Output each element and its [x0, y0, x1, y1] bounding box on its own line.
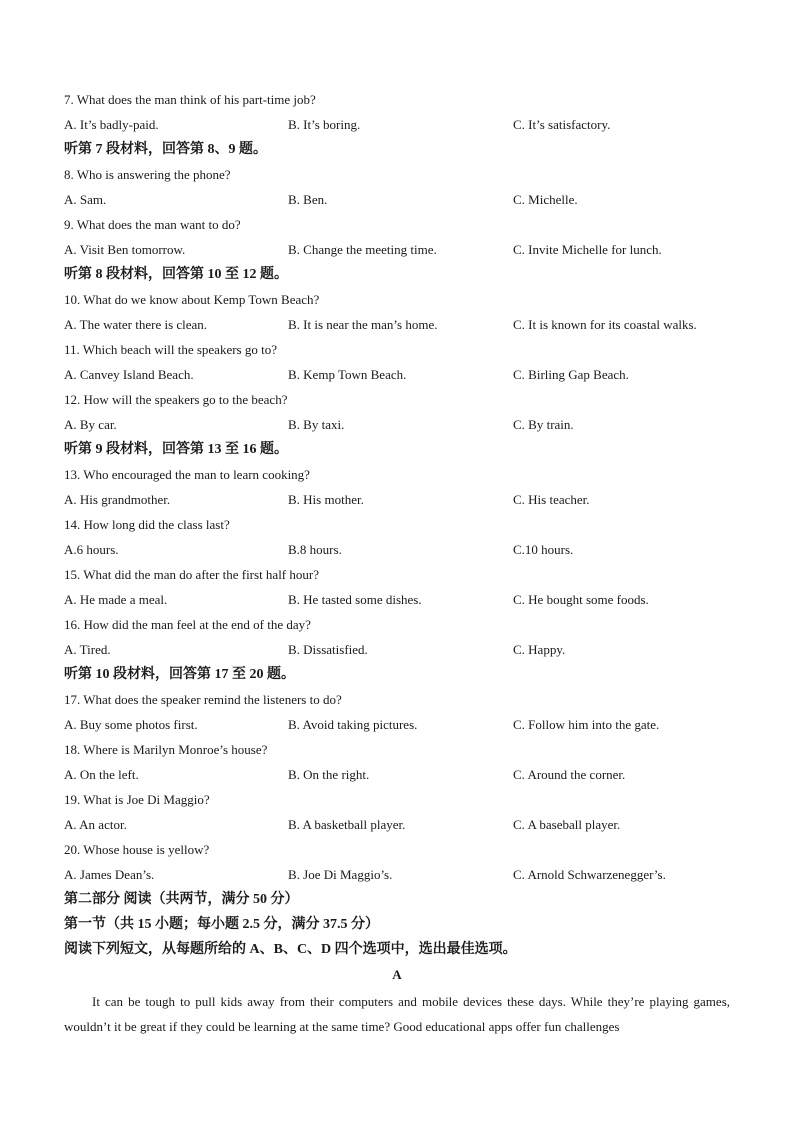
- option-a: A. His grandmother.: [64, 492, 171, 507]
- option-c: C. It’s satisfactory.: [513, 117, 611, 132]
- option-c: C. Follow him into the gate.: [513, 717, 660, 732]
- question-stem: 20. Whose house is yellow?: [64, 842, 210, 857]
- question-stem: 8. Who is answering the phone?: [64, 167, 231, 182]
- section-heading: 听第 9 段材料，回答第 13 至 16 题。: [64, 442, 288, 457]
- question-stem: 17. What does the speaker remind the listeners to do?: [64, 692, 342, 707]
- option-a: A. He made a meal.: [64, 592, 168, 607]
- option-c: C. Michelle.: [513, 192, 578, 207]
- answer-options: [64, 414, 730, 439]
- answer-options: [64, 239, 730, 264]
- option-c: C. It is known for its coastal walks.: [513, 317, 697, 332]
- option-a: A. By car.: [64, 417, 117, 432]
- option-b: B. Joe Di Maggio’s.: [288, 867, 393, 882]
- option-b: B. Avoid taking pictures.: [288, 717, 418, 732]
- option-b: B. He tasted some dishes.: [288, 592, 422, 607]
- option-b: B. It’s boring.: [288, 117, 361, 132]
- option-b: B. A basketball player.: [288, 817, 406, 832]
- option-a: A. Visit Ben tomorrow.: [64, 242, 186, 257]
- option-c: C. Around the corner.: [513, 767, 626, 782]
- section-heading: 第二部分 阅读（共两节，满分 50 分）: [64, 892, 299, 907]
- question-stem: 12. How will the speakers go to the beach?: [64, 392, 288, 407]
- option-a: A. The water there is clean.: [64, 317, 208, 332]
- option-c: C.10 hours.: [513, 542, 574, 557]
- option-a: A. James Dean’s.: [64, 867, 155, 882]
- option-c: C. Arnold Schwarzenegger’s.: [513, 867, 666, 882]
- option-a: A. Canvey Island Beach.: [64, 367, 194, 382]
- option-b: B. Change the meeting time.: [288, 242, 437, 257]
- answer-options: [64, 314, 730, 339]
- question-stem: 19. What is Joe Di Maggio?: [64, 792, 210, 807]
- section-heading: 听第 8 段材料，回答第 10 至 12 题。: [64, 267, 288, 282]
- question-stem: 15. What did the man do after the first half hour?: [64, 567, 319, 582]
- option-c: C. He bought some foods.: [513, 592, 649, 607]
- option-a: A. Tired.: [64, 642, 111, 657]
- option-c: C. By train.: [513, 417, 574, 432]
- option-c: C. Invite Michelle for lunch.: [513, 242, 662, 257]
- answer-options: [64, 589, 730, 614]
- section-heading: 听第 10 段材料，回答第 17 至 20 题。: [64, 667, 295, 682]
- question-stem: 14. How long did the class last?: [64, 517, 230, 532]
- section-heading: 阅读下列短文，从每题所给的 A、B、C、D 四个选项中，选出最佳选项。: [64, 942, 517, 957]
- option-b: B.8 hours.: [288, 542, 342, 557]
- option-b: B. His mother.: [288, 492, 364, 507]
- option-a: A. On the left.: [64, 767, 139, 782]
- answer-options: [64, 764, 730, 789]
- question-stem: 10. What do we know about Kemp Town Beach?: [64, 292, 320, 307]
- question-stem: 18. Where is Marilyn Monroe’s house?: [64, 742, 268, 757]
- answer-options: [64, 114, 730, 139]
- option-b: B. By taxi.: [288, 417, 345, 432]
- answer-options: [64, 814, 730, 839]
- passage-paragraph: It can be tough to pull kids away from their computers and mobile devices these days. While they’re playing games, wouldn’t it be great if they could be learning at the same time? Good educational apps offer fun challenges: [64, 994, 730, 1034]
- option-a: A. It’s badly-paid.: [64, 117, 159, 132]
- option-b: B. It is near the man’s home.: [288, 317, 438, 332]
- section-heading: 听第 7 段材料，回答第 8、9 题。: [64, 142, 267, 157]
- option-b: B. On the right.: [288, 767, 370, 782]
- answer-options: [64, 189, 730, 214]
- question-stem: 9. What does the man want to do?: [64, 217, 241, 232]
- option-c: C. Happy.: [513, 642, 566, 657]
- answer-options: [64, 864, 730, 889]
- question-stem: 16. How did the man feel at the end of the day?: [64, 617, 311, 632]
- answer-options: [64, 364, 730, 389]
- option-b: B. Ben.: [288, 192, 328, 207]
- option-c: C. Birling Gap Beach.: [513, 367, 629, 382]
- passage-label: A: [392, 967, 402, 982]
- question-stem: 11. Which beach will the speakers go to?: [64, 342, 277, 357]
- option-a: A. Sam.: [64, 192, 107, 207]
- answer-options: [64, 639, 730, 664]
- answer-options: [64, 539, 730, 564]
- answer-options: [64, 714, 730, 739]
- answer-options: [64, 489, 730, 514]
- option-a: A. An actor.: [64, 817, 127, 832]
- option-c: C. A baseball player.: [513, 817, 621, 832]
- question-stem: 7. What does the man think of his part-time job?: [64, 92, 316, 107]
- option-a: A. Buy some photos first.: [64, 717, 198, 732]
- section-heading: 第一节（共 15 小题；每小题 2.5 分，满分 37.5 分）: [64, 917, 379, 932]
- option-b: B. Kemp Town Beach.: [288, 367, 407, 382]
- option-a: A.6 hours.: [64, 542, 119, 557]
- option-c: C. His teacher.: [513, 492, 590, 507]
- option-b: B. Dissatisfied.: [288, 642, 368, 657]
- exam-page: [64, 89, 730, 1052]
- question-stem: 13. Who encouraged the man to learn cooking?: [64, 467, 310, 482]
